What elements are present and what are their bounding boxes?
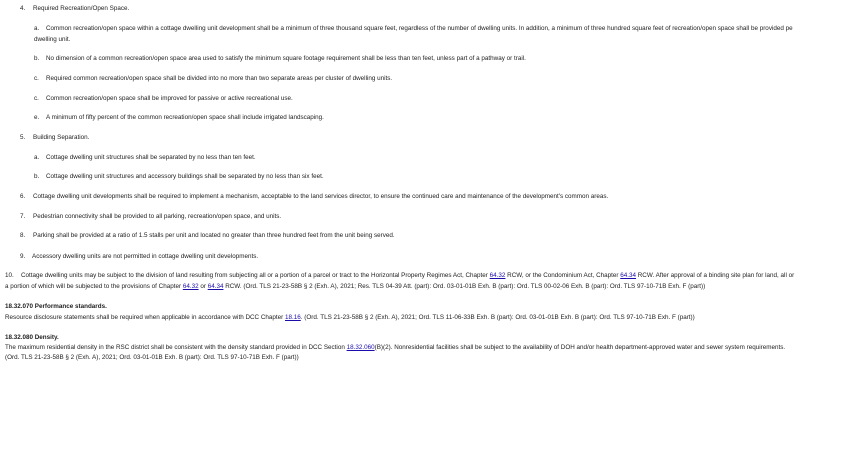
item-text: Cottage dwelling unit structures and accessory buildings shall be separated by no less than six feet. — [46, 173, 324, 180]
item-letter: a. — [34, 25, 40, 32]
item-text: dwelling unit. — [34, 36, 71, 43]
item-letter: e. — [34, 114, 40, 121]
item-5b — [34, 172, 324, 182]
item-text: Parking shall be provided at a ratio of 1.5 stalls per unit and located no greater than three hundred feet from the unit being served. — [33, 232, 395, 239]
item-6 — [20, 192, 608, 202]
item-8 — [20, 231, 395, 241]
item-4a-continuation — [34, 35, 70, 45]
item-4 — [20, 4, 129, 14]
item-text: RCW. (Ord. TLS 21-23-58B § 2 (Exh. A), 2021; Res. TLS 04-39 Att. (part): Ord. 03-01-01B Exh. B (part): Ord. TLS 00-02-06 Exh. B (part): Ord. TLS 97-10-71B Exh. F (part)) — [223, 283, 706, 290]
item-9 — [20, 252, 258, 262]
item-4b — [34, 54, 526, 64]
section-text: The maximum residential density in the RSC district shall be consistent with the density standard provided in DCC Section — [5, 344, 347, 351]
item-text: or — [198, 283, 208, 290]
item-4c — [34, 74, 392, 84]
dcc-18-32-060-link[interactable]: 18.32.060 — [346, 344, 375, 351]
item-text: Common recreation/open space within a cottage dwelling unit development shall be a minimum of three thousand square feet, regardless of the number of dwelling units. In addition, a minimum of three hundred square feet of recreation/open space shall be provided pe — [46, 25, 793, 32]
item-text: RCW, or the Condominium Act, Chapter — [505, 272, 621, 279]
section-text: . (Ord. TLS 21-23-58B § 2 (Exh. A), 2021; Ord. TLS 11-06-33B Exh. B (part): Ord. 03-01-01B Exh. B (part): Ord. TLS 97-10-71B Exh. F (part)) — [300, 314, 695, 321]
item-text: Cottage dwelling units may be subject to the division of land resulting from subjecting all or a portion of a parcel or tract to the Horizontal Property Regimes Act, Chapter — [21, 272, 490, 279]
rcw-64-34-link[interactable]: 64.34 — [207, 283, 224, 290]
item-text: Building Separation. — [33, 134, 90, 141]
rcw-64-32-link[interactable]: 64.32 — [182, 283, 199, 290]
item-letter: c. — [34, 95, 39, 102]
item-text: Accessory dwelling units are not permitted in cottage dwelling unit developments. — [32, 253, 259, 260]
item-number: 4. — [20, 5, 26, 12]
item-letter: b. — [34, 55, 40, 62]
item-number: 5. — [20, 134, 26, 141]
item-text: RCW. After approval of a binding site plan for land, all or — [636, 272, 795, 279]
item-text: Common recreation/open space shall be improved for passive or active recreational use. — [46, 95, 293, 102]
item-5 — [20, 133, 89, 143]
item-letter: a. — [34, 154, 40, 161]
item-text: Cottage dwelling unit structures shall be separated by no less than ten feet. — [46, 154, 256, 161]
item-number: 8. — [20, 232, 26, 239]
item-letter: c. — [34, 75, 39, 82]
section-body-18-32-080-continuation — [5, 353, 299, 363]
item-text: Required Recreation/Open Space. — [33, 5, 130, 12]
item-10-continuation — [5, 282, 705, 292]
item-letter: b. — [34, 173, 40, 180]
item-number: 9. — [20, 253, 26, 260]
item-number: 10. — [5, 272, 14, 279]
item-number: 7. — [20, 213, 26, 220]
section-heading-18-32-080: 18.32.080 Density. — [5, 334, 59, 341]
item-10 — [5, 271, 794, 281]
section-text: (B)(2). Nonresidential facilities shall be subject to the availability of DOH and/or health department-approved water and sewer system requirements. — [374, 344, 786, 351]
section-heading-18-32-070: 18.32.070 Performance standards. — [5, 303, 107, 310]
item-4e — [34, 113, 324, 123]
item-4d — [34, 94, 293, 104]
item-text: No dimension of a common recreation/open space area used to satisfy the minimum square footage requirement shall be less than ten feet, unless part of a pathway or trail. — [46, 55, 526, 62]
item-4a — [34, 24, 793, 34]
item-5a — [34, 153, 256, 163]
item-number: 6. — [20, 193, 26, 200]
item-text: Pedestrian connectivity shall be provided to all parking, recreation/open space, and units. — [33, 213, 282, 220]
section-text: (Ord. TLS 21-23-58B § 2 (Exh. A), 2021; Ord. 03-01-01B Exh. B (part): Ord. TLS 97-10-71B Exh. F (part)) — [5, 354, 299, 361]
item-7 — [20, 212, 281, 222]
item-text: a portion of which will be subjected to the provisions of Chapter — [5, 283, 183, 290]
item-text: A minimum of fifty percent of the common recreation/open space shall include irrigated landscaping. — [46, 114, 324, 121]
item-text: Cottage dwelling unit developments shall be required to implement a mechanism, acceptable to the land services director, to ensure the continued care and maintenance of the development's common areas. — [33, 193, 609, 200]
section-text: Resource disclosure statements shall be required when applicable in accordance with DCC Chapter — [5, 314, 286, 321]
rcw-64-32-link[interactable]: 64.32 — [489, 272, 506, 279]
section-body-18-32-070 — [5, 313, 695, 323]
item-text: Required common recreation/open space shall be divided into no more than two separate areas per cluster of dwelling units. — [46, 75, 393, 82]
rcw-64-34-link[interactable]: 64.34 — [620, 272, 636, 279]
section-body-18-32-080 — [5, 343, 785, 353]
dcc-18-16-link[interactable]: 18.16 — [285, 314, 301, 321]
